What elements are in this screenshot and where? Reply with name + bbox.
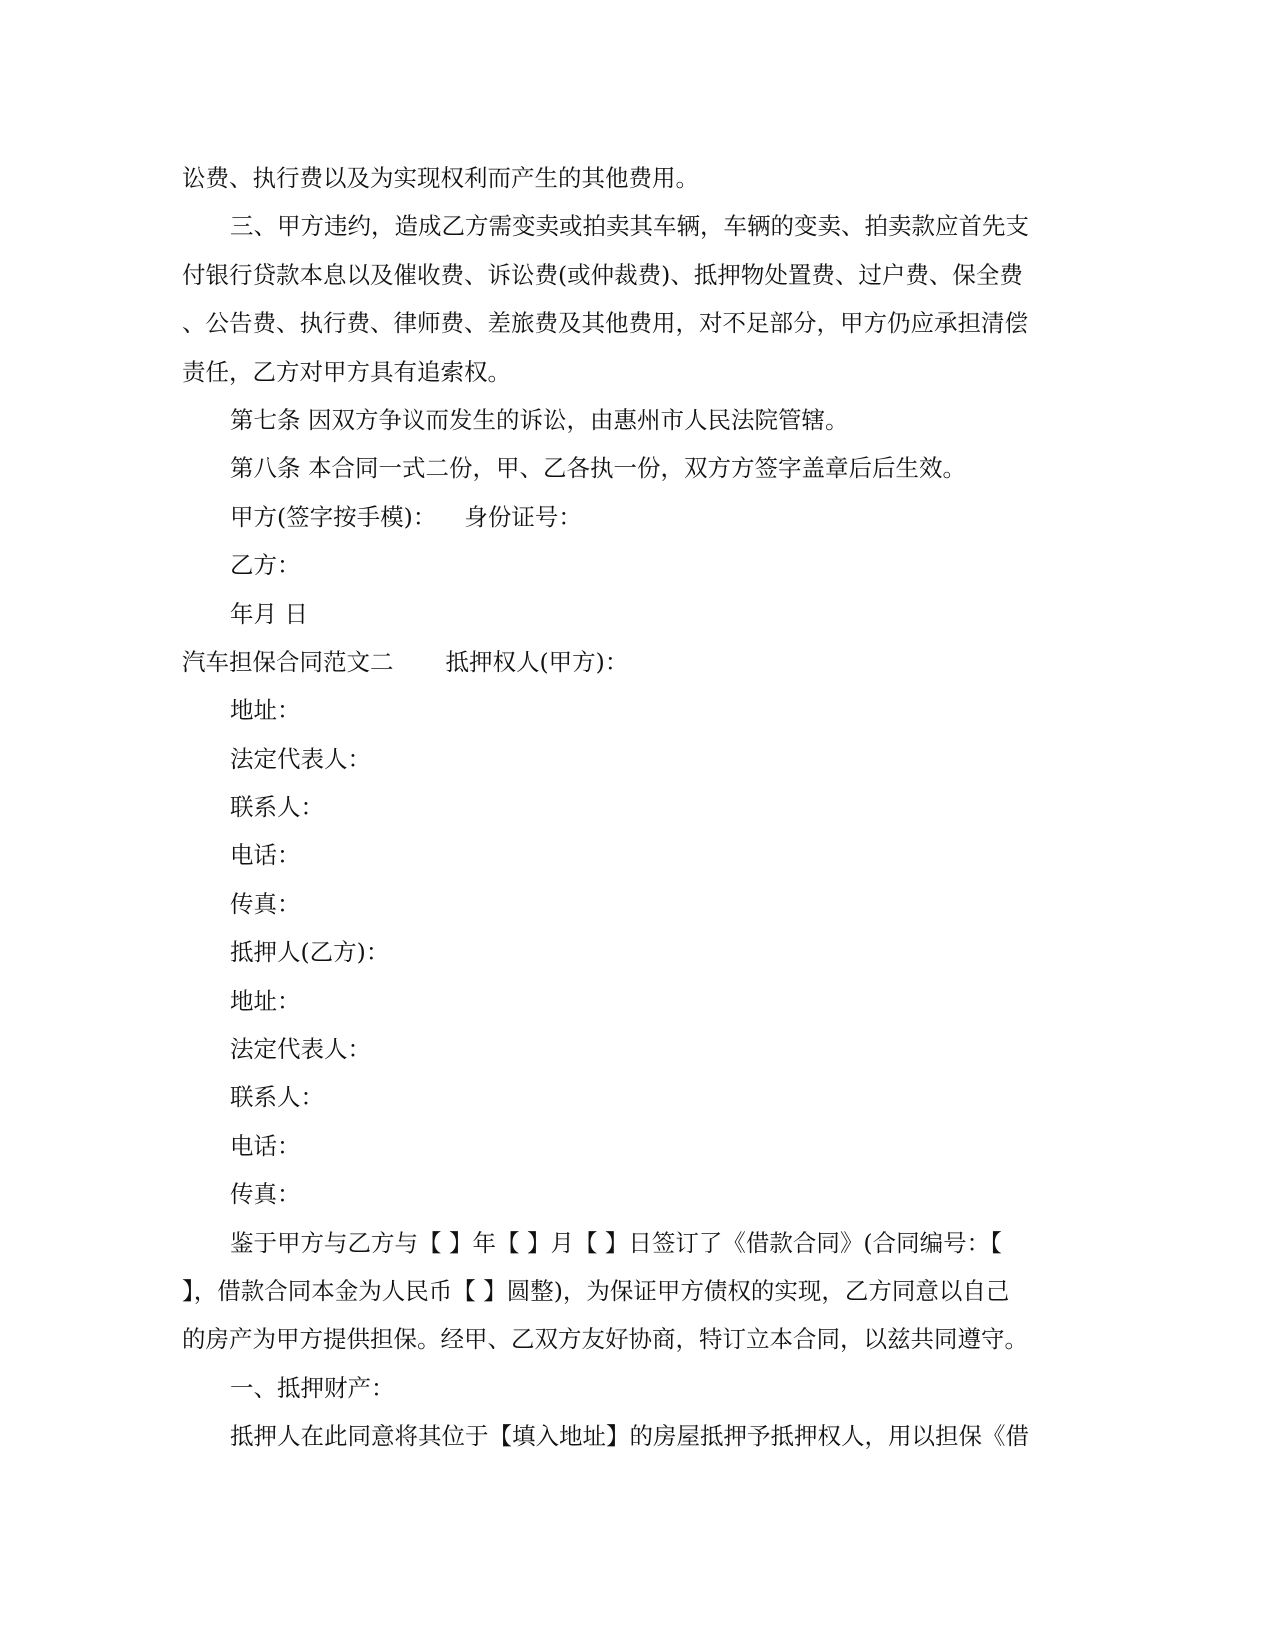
- article-eight: 第八条 本合同一式二份，甲、乙各执一份，双方方签字盖章后后生效。: [230, 454, 966, 483]
- paragraph-line: 付银行贷款本息以及催收费、诉讼费(或仲裁费)、抵押物处置费、过户费、保全费: [182, 260, 1023, 289]
- article-seven: 第七条 因双方争议而发生的诉讼，由惠州市人民法院管辖。: [230, 405, 849, 434]
- signature-row: [182, 493, 1082, 541]
- field-label: 法定代表人：: [230, 744, 371, 773]
- party-b-label: 乙方：: [230, 551, 301, 580]
- section-title-row: [182, 638, 1082, 686]
- id-number-label: 身份证号：: [464, 502, 582, 531]
- section-heading: 一、抵押财产：: [230, 1373, 395, 1402]
- paragraph-line: 三、甲方违约，造成乙方需变卖或拍卖其车辆，车辆的变卖、拍卖款应首先支: [230, 212, 1029, 241]
- field-label: 传真：: [230, 1180, 301, 1209]
- field-label: 地址：: [230, 696, 301, 725]
- paragraph-line: 、公告费、执行费、律师费、差旅费及其他费用，对不足部分，甲方仍应承担清偿: [182, 309, 1028, 338]
- field-label: 法定代表人：: [230, 1035, 371, 1064]
- paragraph-line: 鉴于甲方与乙方与【 】年【 】月【 】日签订了《借款合同》(合同编号：【: [230, 1228, 1002, 1257]
- date-label: 年月 日: [230, 599, 308, 628]
- paragraph-line: 责任，乙方对甲方具有追索权。: [182, 357, 511, 386]
- mortgagee-label: 抵押权人(甲方)：: [445, 647, 629, 676]
- field-label: 电话：: [230, 841, 301, 870]
- field-label: 电话：: [230, 1131, 301, 1160]
- mortgagor-label: 抵押人(乙方)：: [230, 938, 390, 967]
- paragraph-line: 抵押人在此同意将其位于【填入地址】的房屋抵押予抵押权人，用以担保《借: [230, 1422, 1029, 1451]
- paragraph-line: 的房产为甲方提供担保。经甲、乙双方友好协商，特订立本合同，以兹共同遵守。: [182, 1325, 1028, 1354]
- section-title: 汽车担保合同范文二: [182, 647, 394, 676]
- paragraph-line: 讼费、执行费以及为实现权利而产生的其他费用。: [182, 164, 699, 192]
- field-label: 联系人：: [230, 793, 324, 822]
- field-label: 传真：: [230, 889, 301, 918]
- paragraph-line: 】，借款合同本金为人民币【 】圆整)，为保证甲方债权的实现，乙方同意以自己: [182, 1276, 1010, 1305]
- field-label: 联系人：: [230, 1083, 324, 1112]
- document-body: [182, 154, 1082, 1461]
- field-label: 地址：: [230, 986, 301, 1015]
- party-a-signature-label: 甲方(签字按手模)：: [230, 502, 437, 531]
